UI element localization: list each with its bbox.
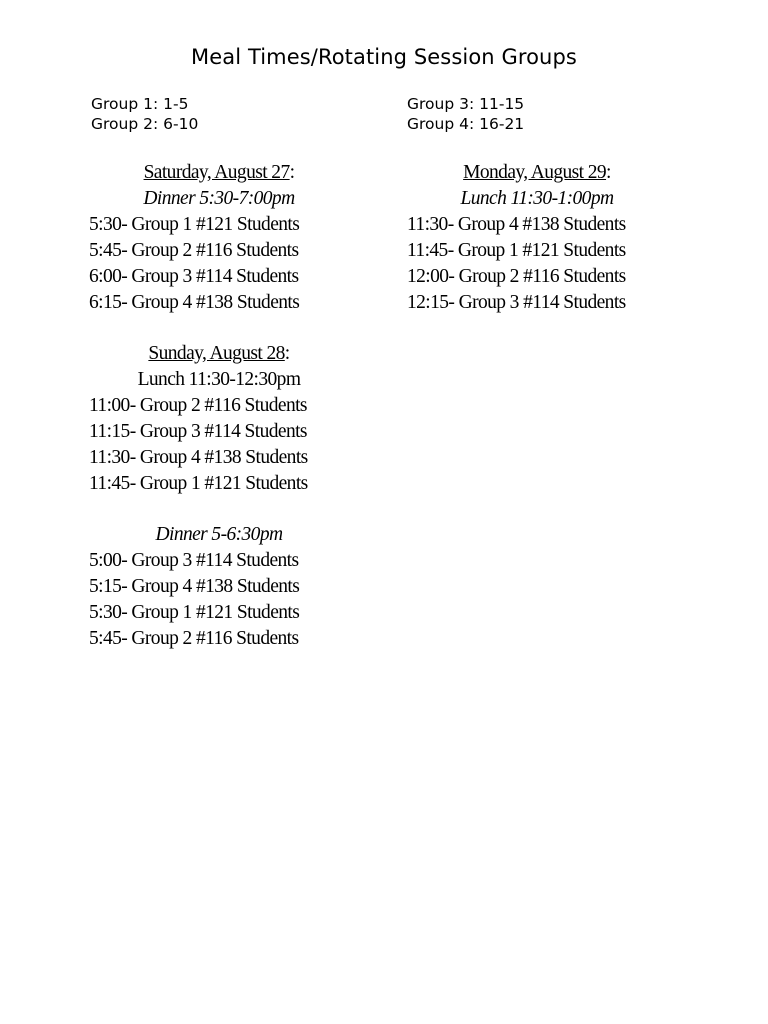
schedule-slot: 12:15- Group 3 #114 Students [407, 292, 626, 313]
day-label: Sunday, August 28 [148, 343, 285, 364]
page-title: Meal Times/Rotating Session Groups [191, 45, 577, 69]
schedule-slot: 12:00- Group 2 #116 Students [407, 266, 626, 287]
day-suffix: : [284, 343, 290, 364]
day-suffix: : [606, 162, 611, 183]
schedule-slot: 5:30- Group 1 #121 Students [89, 602, 300, 623]
schedule-slot: 11:30- Group 4 #138 Students [89, 447, 308, 468]
schedule-slot: 5:00- Group 3 #114 Students [89, 550, 299, 571]
saturday-dinner-time: Dinner 5:30-7:00pm [143, 188, 295, 209]
schedule-slot: 5:45- Group 2 #116 Students [89, 240, 299, 261]
schedule-slot: 5:45- Group 2 #116 Students [89, 628, 299, 649]
day-suffix: : [289, 162, 295, 183]
sunday-dinner-time: Dinner 5-6:30pm [155, 524, 283, 545]
schedule-slot: 11:00- Group 2 #116 Students [89, 395, 307, 416]
sunday-lunch-time: Lunch 11:30-12:30pm [137, 369, 301, 390]
group-range: Group 2: 6-10 [91, 115, 199, 133]
schedule-slot: 6:00- Group 3 #114 Students [89, 266, 299, 287]
right-column [407, 160, 667, 316]
schedule-slot: 11:45- Group 1 #121 Students [407, 240, 626, 261]
schedule-slot: 11:15- Group 3 #114 Students [89, 421, 307, 442]
group-ranges-left [91, 94, 198, 134]
schedule-slot: 6:15- Group 4 #138 Students [89, 292, 300, 313]
schedule-slot: 5:30- Group 1 #121 Students [89, 214, 300, 235]
group-range: Group 3: 11-15 [407, 95, 525, 113]
group-range: Group 1: 1-5 [91, 95, 189, 113]
monday-heading [407, 160, 667, 186]
monday-lunch-time: Lunch 11:30-1:00pm [460, 188, 614, 209]
left-column [89, 160, 349, 652]
saturday-heading [89, 160, 349, 186]
sunday-heading [89, 341, 349, 367]
day-label: Saturday, August 27 [143, 162, 290, 183]
group-range: Group 4: 16-21 [407, 115, 525, 133]
group-ranges-right [407, 94, 524, 134]
schedule-slot: 11:45- Group 1 #121 Students [89, 473, 308, 494]
day-label: Monday, August 29 [463, 162, 607, 183]
schedule-slot: 5:15- Group 4 #138 Students [89, 576, 300, 597]
schedule-slot: 11:30- Group 4 #138 Students [407, 214, 626, 235]
